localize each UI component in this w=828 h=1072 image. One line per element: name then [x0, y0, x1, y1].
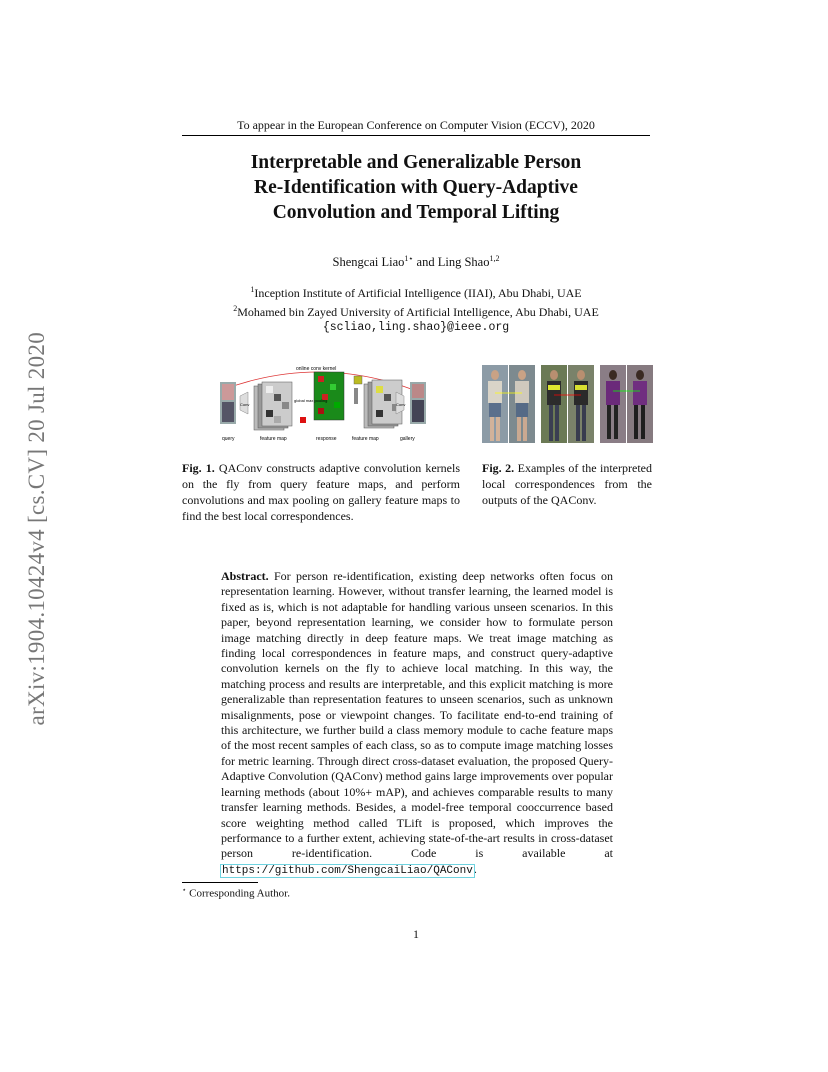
label-feature-map-2: feature map	[352, 436, 379, 442]
title-line-3: Convolution and Temporal Lifting	[272, 202, 560, 223]
label-conv: Conv	[240, 402, 250, 407]
fig1-label: Fig. 1.	[182, 461, 215, 475]
fig1-caption-text: QAConv constructs adaptive convolution kernels on the fly from query feature maps, and perform convolutions and max pooling on gallery feature maps to find the best local correspondences.	[182, 461, 460, 523]
label-response: response	[316, 436, 337, 442]
figure-2-caption	[482, 460, 652, 508]
running-header: To appear in the European Conference on Computer Vision (ECCV), 2020	[237, 118, 595, 132]
abstract-end: .	[473, 861, 477, 876]
label-conv-2: Conv	[396, 402, 406, 407]
figure-1-diagram	[218, 362, 430, 444]
affil-2-text: Mohamed bin Zayed University of Artificial Intelligence, Abu Dhabi, UAE	[237, 305, 599, 319]
arxiv-sidebar-stamp	[14, 296, 60, 761]
author-2-sup: 1,2	[489, 254, 500, 263]
affiliations	[182, 282, 650, 336]
label-pooling: global max pooling	[294, 398, 328, 403]
author-1: Shengcai Liao	[332, 255, 405, 270]
fig2-caption-text: Examples of the interpreted local correspondences from the outputs of the QAConv.	[482, 461, 652, 507]
affil-1-text: Inception Institute of Artificial Intelligence (IIAI), Abu Dhabi, UAE	[254, 286, 582, 300]
figure-1-caption	[182, 460, 460, 524]
author-list	[182, 254, 650, 270]
author-email: {scliao,ling.shao}@ieee.org	[322, 321, 510, 334]
title-line-2: Re-Identification with Query-Adaptive	[254, 177, 578, 198]
page-number: 1	[413, 927, 419, 941]
affiliation-1	[182, 282, 650, 301]
query-feature-map	[254, 382, 292, 430]
pair-1	[482, 365, 535, 443]
abstract-label: Abstract.	[221, 569, 269, 583]
author-2: Ling Shao	[437, 255, 490, 270]
figure-2-examples	[482, 365, 654, 443]
fig2-label: Fig. 2.	[482, 461, 515, 475]
arxiv-id: arXiv:1904.10424v4 [cs.CV] 20 Jul 2020	[24, 331, 49, 726]
paper-title	[182, 150, 650, 225]
footnote-mark: ⋆	[182, 886, 187, 894]
footnote-rule	[182, 882, 258, 883]
footnote-text: Corresponding Author.	[186, 887, 290, 900]
abstract	[221, 569, 613, 879]
response-map	[314, 372, 344, 420]
pair-2	[541, 365, 594, 443]
abstract-text: For person re-identification, existing deep networks often focus on representation learning. However, without transfer learning, the learned model is fixed as is, which is not adaptable for handling various unseen scenarios. In this paper, beyond representation learning, we consider how to formulate person image matching directly in deep feature maps. We treat image matching as finding local correspondences in feature maps, and construct query-adaptive convolution kernels on the fly to achieve local matching. In this way, the matching process and results are interpretable, and this explicit matching is more generalizable than representation features to unseen scenarios, such as unknown misalignments, pose or viewpoint changes. To facilitate end-to-end training of this architecture, we further build a class memory module to cache feature maps of the most recent samples of each class, so as to compute image matching losses for metric learning. Through direct cross-dataset evaluation, the proposed Query-Adaptive Convolution (QAConv) method gains large improvements over popular learning methods (about 10%+ mAP), and achieves comparable results to many transfer learning methods. Besides, a model-free temporal cooccurrence based score weighting method called TLift is proposed, which improves the performance to a further extent, achieving state-of-the-art results in cross-dataset person re-identification. Code is available at	[221, 569, 613, 861]
affiliation-2	[182, 301, 650, 320]
author-1-sup: 1⋆	[404, 254, 414, 263]
label-feature-map: feature map	[260, 436, 287, 442]
affil-2-sup: 2	[233, 304, 238, 313]
title-line-1: Interpretable and Generalizable Person	[250, 152, 582, 173]
pair-3	[600, 365, 653, 443]
label-query: query	[222, 436, 235, 442]
label-kernel: online conv kernel	[296, 366, 337, 372]
person-pairs	[482, 365, 654, 443]
code-link[interactable]: https://github.com/ShengcaiLiao/QAConv	[222, 864, 473, 877]
footnote	[182, 886, 290, 900]
label-gallery: gallery	[400, 436, 415, 442]
header-rule	[182, 135, 650, 136]
affil-1-sup: 1	[250, 285, 255, 294]
qaconv-diagram	[218, 362, 430, 444]
author-and: and	[413, 255, 438, 270]
